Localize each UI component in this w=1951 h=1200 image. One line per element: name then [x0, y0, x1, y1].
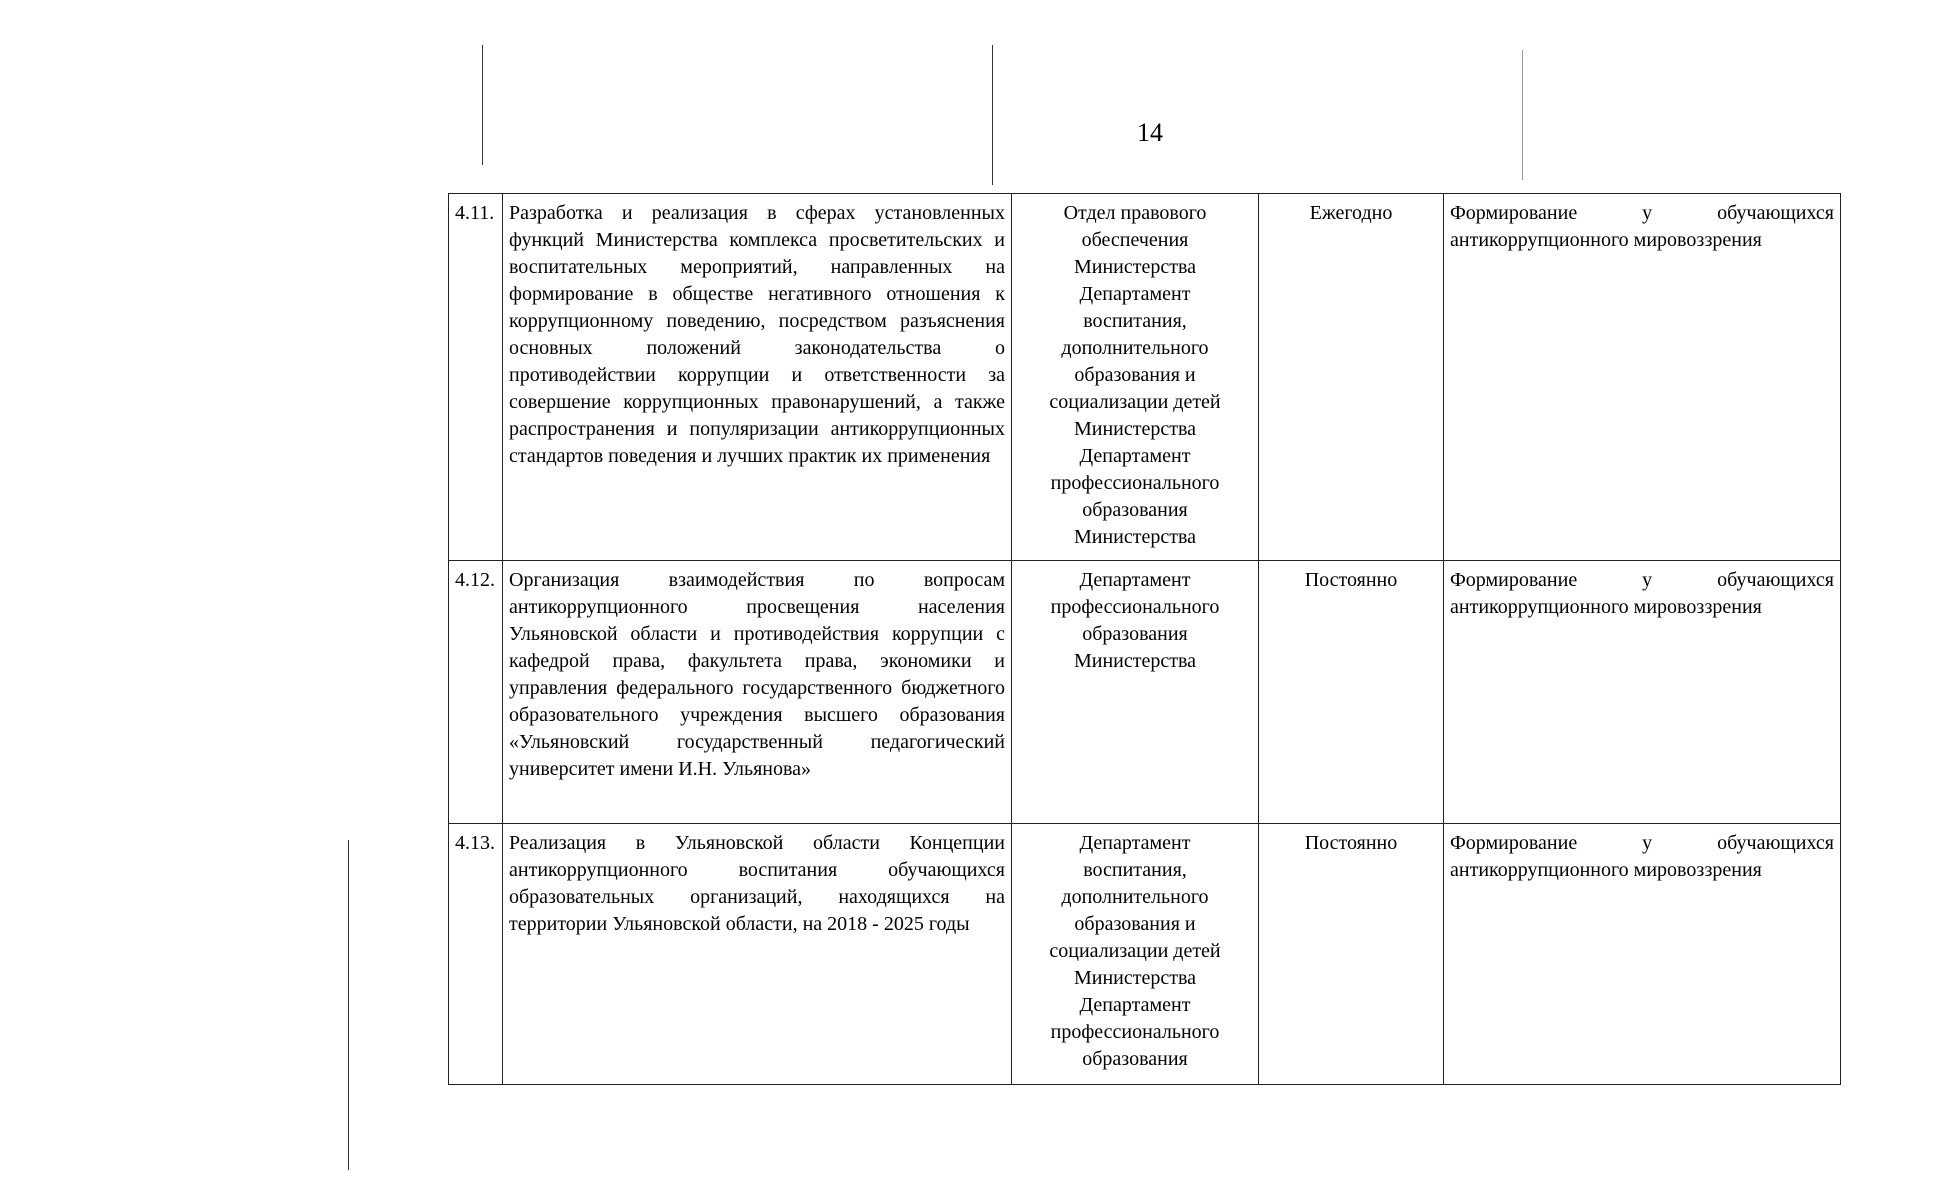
measure-description: Организация взаимодействия по вопросам антикоррупционного просвещения населения Ульяновской области и противодействия коррупции с кафедрой права, факультета права, экономики и управления федерального государственного бюджетного образовательного учреждения высшего образования «Ульяновский государственный педагогический университет имени И.Н. Ульянова» — [503, 561, 1012, 824]
responsible-line: Министерства — [1073, 256, 1197, 278]
responsible-line: образования и — [1074, 913, 1196, 935]
responsible-line: Департамент — [1079, 832, 1191, 854]
measures-table — [448, 193, 1841, 1085]
responsible-line: образования — [1082, 623, 1188, 645]
expected-result: Формирование у обучающихся антикоррупционного мировоззрения — [1444, 824, 1841, 1085]
row-number: 4.13. — [449, 824, 503, 1085]
responsible-line: воспитания, — [1083, 859, 1187, 881]
responsible-line: профессионального — [1050, 472, 1220, 494]
responsible-line: Департамент — [1079, 283, 1191, 305]
responsible-line: Министерства — [1073, 650, 1197, 672]
responsible-line: обеспечения — [1081, 229, 1189, 251]
term-cell: Ежегодно — [1259, 194, 1444, 561]
scan-mark-mid-top — [992, 45, 993, 185]
responsible-cell — [1012, 194, 1259, 561]
responsible-line: воспитания, — [1083, 310, 1187, 332]
responsible-line: Министерства — [1073, 418, 1197, 440]
responsible-cell — [1012, 561, 1259, 824]
row-number: 4.11. — [449, 194, 503, 561]
responsible-line: социализации детей — [1049, 940, 1221, 962]
expected-result: Формирование у обучающихся антикоррупционного мировоззрения — [1444, 561, 1841, 824]
responsible-line: профессионального — [1050, 596, 1220, 618]
page-number: 14 — [1137, 118, 1163, 147]
responsible-cell — [1012, 824, 1259, 1085]
responsible-line: социализации детей — [1049, 391, 1221, 413]
row-number: 4.12. — [449, 561, 503, 824]
responsible-line: Министерства — [1073, 526, 1197, 548]
responsible-line: Департамент — [1079, 445, 1191, 467]
responsible-line: Департамент — [1079, 569, 1191, 591]
table-row — [449, 561, 1841, 824]
table-row — [449, 824, 1841, 1085]
responsible-line: образования — [1082, 499, 1188, 521]
scan-mark-left-top — [482, 45, 483, 165]
measure-description: Реализация в Ульяновской области Концепции антикоррупционного воспитания обучающихся образовательных организаций, находящихся на территории Ульяновской области, на 2018 - 2025 годы — [503, 824, 1012, 1085]
responsible-line: дополнительного — [1061, 337, 1209, 359]
responsible-line: профессионального — [1050, 1021, 1220, 1043]
term-cell: Постоянно — [1259, 561, 1444, 824]
responsible-line: дополнительного — [1061, 886, 1209, 908]
term-cell: Постоянно — [1259, 824, 1444, 1085]
table-row — [449, 194, 1841, 561]
measure-description: Разработка и реализация в сферах установленных функций Министерства комплекса просветительских и воспитательных мероприятий, направленных на формирование в обществе негативного отношения к коррупционному поведению, посредством разъяснения основных положений законодательства о противодействии коррупции и ответственности за совершение коррупционных правонарушений, а также распространения и популяризации антикоррупционных стандартов поведения и лучших практик их применения — [503, 194, 1012, 561]
scan-mark-right-top — [1522, 50, 1523, 180]
expected-result: Формирование у обучающихся антикоррупционного мировоззрения — [1444, 194, 1841, 561]
responsible-line: Отдел правового — [1063, 202, 1207, 224]
responsible-line: Департамент — [1079, 994, 1191, 1016]
scan-mark-outer-left — [348, 840, 349, 1170]
responsible-line: образования и — [1074, 364, 1196, 386]
responsible-line: образования — [1082, 1048, 1188, 1070]
responsible-line: Министерства — [1073, 967, 1197, 989]
